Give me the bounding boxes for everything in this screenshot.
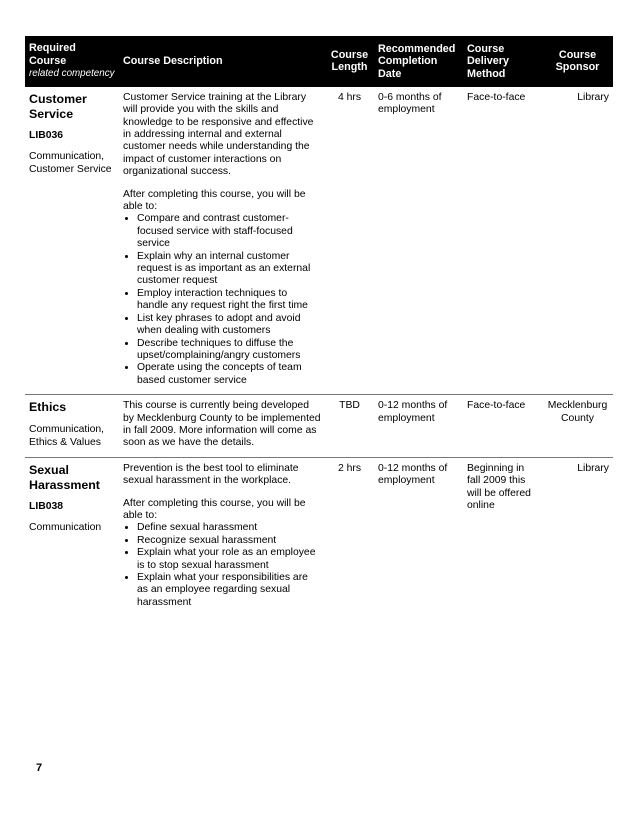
objectives-list [123,522,321,609]
header-required-course: Required Course related competency [25,36,119,87]
description-paragraph: Customer Service training at the Library will provide you with the skills and knowledge to be responsive and effective in addressing internal and external customer needs while understanding the impact of customer interactions on organizational success. [123,91,314,178]
list-item: • Define sexual harassment [137,522,321,534]
description-paragraph: After completing this course, you will be able to: [123,497,306,521]
delivery-method: Beginning in fall 2009 this will be offered online [467,462,531,511]
related-competency: Communication [29,522,102,534]
table-row [25,457,613,616]
delivery-method: Face-to-face [467,91,526,103]
course-code: LIB036 [29,129,64,141]
course-code: LIB038 [29,500,64,512]
list-item: • Explain what your role as an employee is to stop sexual harassment [137,547,321,572]
course-length: 4 hrs [337,91,362,103]
course-length: 2 hrs [337,462,362,474]
course-sponsor: Library [577,462,609,474]
related-competency: Communication, Customer Service [29,151,112,175]
course-cell [25,457,119,616]
description-paragraph: This course is currently being developed by Mecklenburg County to be implemented in fall 2009. More information will come as soon as we have the details. [123,400,321,449]
table-row [25,87,613,395]
page-number: 7 [36,762,43,774]
table-header-row [25,36,613,87]
list-item: • List key phrases to adopt and avoid when dealing with customers [137,313,321,338]
header-course-length: Course Length [325,36,374,87]
completion-date: 0-12 months of employment [378,400,448,424]
description-paragraph: After completing this course, you will be able to: [123,188,306,213]
document-page [25,36,613,616]
course-length: TBD [339,400,360,412]
table-row [25,395,613,458]
list-item: • Operate using the concepts of team based customer service [137,362,321,387]
related-competency: Communication, Ethics & Values [29,424,105,448]
course-title: Customer Service [29,91,87,121]
delivery-method: Face-to-face [467,400,526,412]
objectives-list [123,213,321,387]
header-course-sponsor: Course Sponsor [542,36,613,87]
course-sponsor: Mecklenburg County [547,400,608,424]
description-paragraph: Prevention is the best tool to eliminate sexual harassment in the workplace. [123,462,299,487]
course-cell [25,87,119,395]
completion-date: 0-6 months of employment [378,91,442,116]
description-cell [119,457,325,616]
list-item: • Explain what your responsibilities are as an employee regarding sexual harassment [137,572,321,609]
course-title: Sexual Harassment [29,462,100,492]
completion-date: 0-12 months of employment [378,462,448,487]
list-item: • Compare and contrast customer-focused service with staff-focused service [137,213,321,250]
list-item: • Describe techniques to diffuse the upset/complaining/angry customers [137,338,321,363]
header-related-competency: related competency [29,68,115,80]
header-recommended-completion-date: Recommended Completion Date [374,36,463,87]
description-cell [119,395,325,458]
list-item: • Employ interaction techniques to handle any request right the first time [137,288,321,313]
required-courses-table [25,36,613,616]
course-sponsor: Library [577,91,609,103]
list-item: • Recognize sexual harassment [137,535,321,547]
list-item: • Explain why an internal customer request is as important as an external customer request [137,251,321,288]
header-course-delivery-method: Course Delivery Method [463,36,542,87]
course-cell [25,395,119,458]
description-cell [119,87,325,395]
course-title: Ethics [29,400,67,415]
header-course-description: Course Description [119,36,325,87]
